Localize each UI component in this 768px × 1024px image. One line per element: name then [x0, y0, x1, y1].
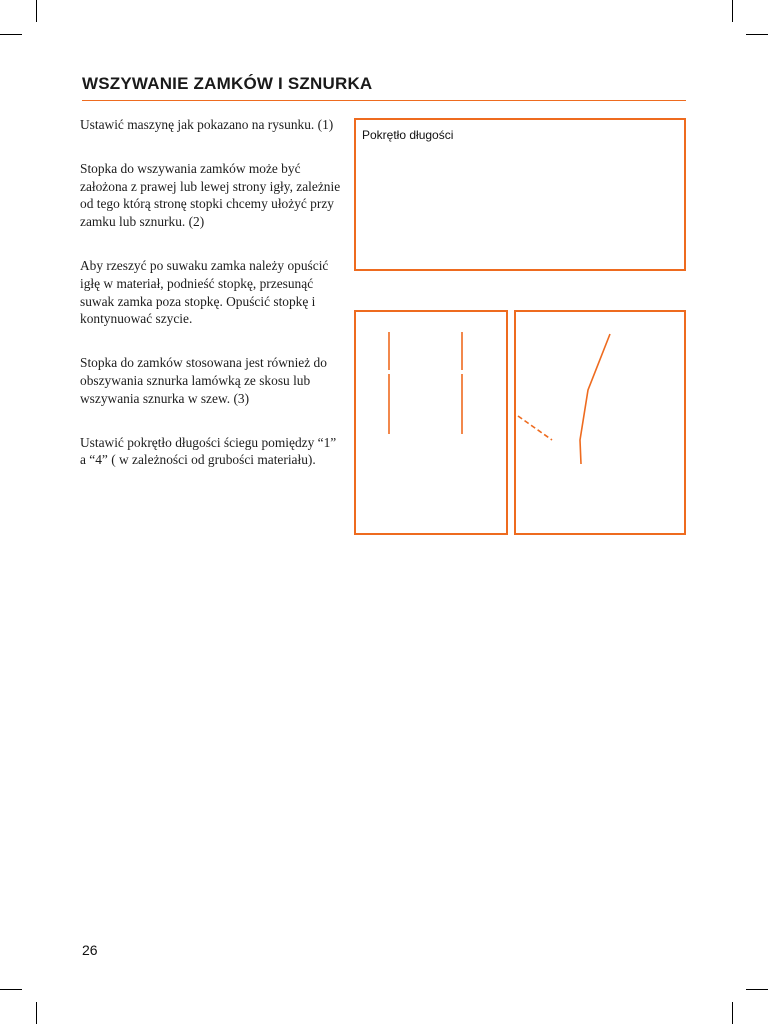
crop-mark-top-right-h: [746, 34, 768, 35]
instructions-column: [80, 116, 342, 495]
figure-3-illustration: [516, 312, 684, 533]
paragraph-5: Ustawić pokrętło długości ściegu pomiędzy “1” a “4” ( w zależności od grubości materiału).: [80, 434, 337, 468]
figure-1-label: Pokrętło długości: [362, 128, 454, 142]
crop-mark-bottom-right-v: [732, 1002, 733, 1024]
title-underline: [82, 100, 686, 101]
crop-mark-top-left-v: [36, 0, 37, 22]
figure-2-illustration: [356, 312, 506, 533]
crop-mark-bottom-left-v: [36, 1002, 37, 1024]
figure-2-frame: [354, 310, 508, 535]
crop-mark-top-right-v: [732, 0, 733, 22]
paragraph-1: Ustawić maszynę jak pokazano na rysunku. (1): [80, 117, 334, 132]
figure-3-dashed-line: [518, 416, 552, 440]
crop-mark-bottom-right-h: [746, 989, 768, 990]
page-title: WSZYWANIE ZAMKÓW I SZNURKA: [82, 74, 373, 93]
paragraph-4: Stopka do zamków stosowana jest również do obszywania sznurka lamówką ze skosu lub wszywania sznurka w szew. (3): [80, 355, 327, 406]
paragraph-3: Aby rzeszyć po suwaku zamka należy opuścić igłę w materiał, podnieść stopkę, przesunąć suwak zamka poza stopkę. Opuścić stopkę i kontynuować szycie.: [80, 257, 329, 327]
paragraph-2: Stopka do wszywania zamków może być założona z prawej lub lewej strony igły, zależnie od tego którą stronę stopki chcemy ułożyć przy zamku lub sznurku. (2): [80, 160, 341, 230]
crop-mark-bottom-left-h: [0, 989, 22, 990]
page-number: 26: [82, 942, 98, 958]
figure-1-frame: [354, 118, 686, 271]
figure-3-cord-line: [580, 334, 610, 464]
figure-3-frame: [514, 310, 686, 535]
crop-mark-top-left-h: [0, 34, 22, 35]
